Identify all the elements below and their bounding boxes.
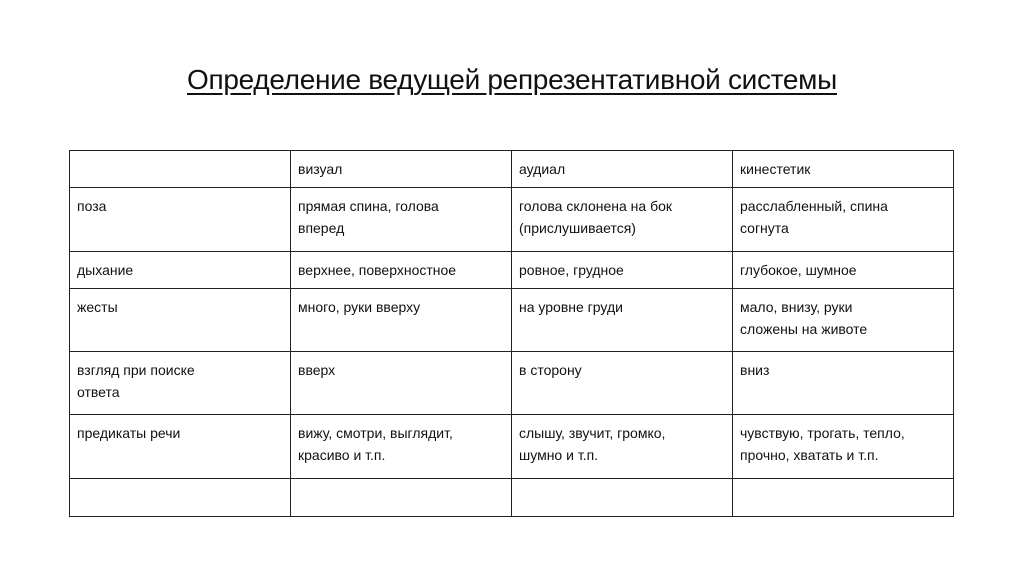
row-label: взгляд при поиске ответа	[70, 352, 291, 415]
table-cell	[512, 479, 733, 517]
table-cell: вверх	[291, 352, 512, 415]
row-label: жесты	[70, 289, 291, 352]
header-cell-kinesthetic: кинестетик	[733, 151, 954, 188]
header-cell	[70, 151, 291, 188]
table-header-row	[70, 151, 954, 188]
table-cell: много, руки вверху	[291, 289, 512, 352]
table-cell: расслабленный, спина согнута	[733, 188, 954, 252]
header-cell-auditory: аудиал	[512, 151, 733, 188]
slide-title: Определение ведущей репрезентативной системы	[187, 64, 837, 95]
table-cell: прямая спина, голова вперед	[291, 188, 512, 252]
table-row-empty	[70, 479, 954, 517]
table-cell: в сторону	[512, 352, 733, 415]
table-cell: глубокое, шумное	[733, 252, 954, 289]
table-row	[70, 352, 954, 415]
header-cell-visual: визуал	[291, 151, 512, 188]
table-cell: мало, внизу, руки сложены на животе	[733, 289, 954, 352]
table-cell: слышу, звучит, громко, шумно и т.п.	[512, 415, 733, 479]
table-cell: верхнее, поверхностное	[291, 252, 512, 289]
table-cell	[70, 479, 291, 517]
table-row	[70, 415, 954, 479]
table-cell: голова склонена на бок (прислушивается)	[512, 188, 733, 252]
table-row	[70, 289, 954, 352]
table-row	[70, 252, 954, 289]
table-cell	[733, 479, 954, 517]
row-label: дыхание	[70, 252, 291, 289]
table-cell: на уровне груди	[512, 289, 733, 352]
table-cell: вниз	[733, 352, 954, 415]
representational-system-table	[69, 150, 954, 517]
row-label: поза	[70, 188, 291, 252]
table-row	[70, 188, 954, 252]
table-cell: ровное, грудное	[512, 252, 733, 289]
table-cell	[291, 479, 512, 517]
table-cell: вижу, смотри, выглядит, красиво и т.п.	[291, 415, 512, 479]
table-cell: чувствую, трогать, тепло, прочно, хватать и т.п.	[733, 415, 954, 479]
row-label: предикаты речи	[70, 415, 291, 479]
